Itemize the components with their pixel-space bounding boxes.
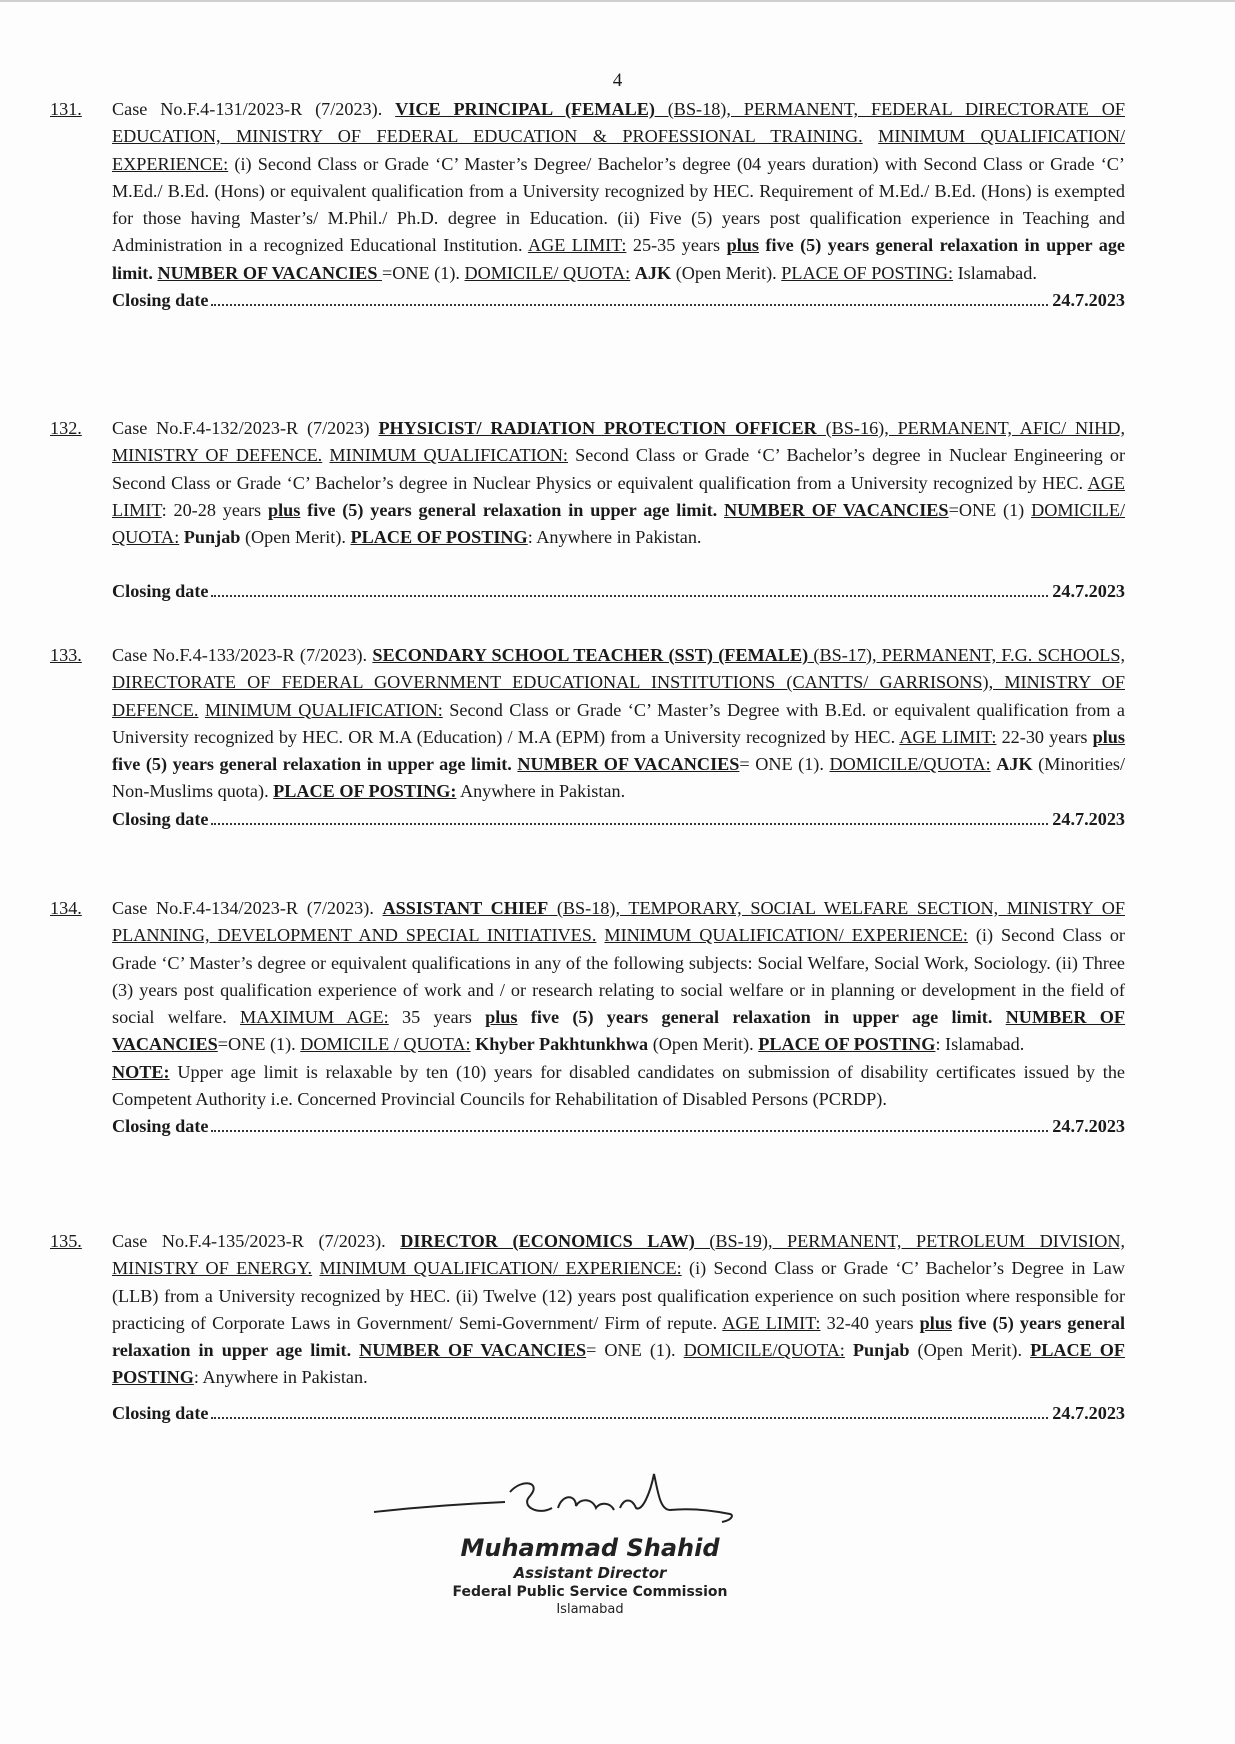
age-label: AGE LIMIT:	[527, 235, 627, 256]
closing-date-line	[112, 1400, 1125, 1427]
closing-label: Closing date	[112, 290, 209, 311]
relaxation-text: five (5) years general relaxation in upper age limit.	[300, 499, 718, 520]
vacancies-text: = ONE (1).	[739, 754, 824, 775]
relaxation-text: five (5) years general relaxation in upper age limit.	[112, 235, 1126, 283]
place-text: : Islamabad.	[935, 1034, 1025, 1055]
entry-135	[50, 1228, 1125, 1427]
post-details: (BS-18), PERMANENT, FEDERAL DIRECTORATE OF EDUCATION, MINISTRY OF FEDERAL EDUCATION & PROFESSIONAL TRAINING.	[112, 99, 1126, 147]
post-title: ASSISTANT CHIEF	[382, 898, 549, 918]
place-label: PLACE OF POSTING	[112, 1340, 1126, 1388]
domicile-text: (Open Merit).	[671, 262, 777, 283]
post-details: (BS-17), PERMANENT, F.G. SCHOOLS, DIRECTORATE OF FEDERAL GOVERNMENT EDUCATIONAL INSTITUTIONS (CANTTS/ GARRISONS), MINISTRY OF DEFENCE.	[112, 645, 1125, 720]
place-text: : Anywhere in Pakistan.	[527, 527, 702, 548]
qualification-label: MINIMUM QUALIFICATION:	[329, 445, 568, 466]
closing-date-line	[112, 1113, 1125, 1140]
domicile-label: DOMICILE/QUOTA:	[683, 1340, 845, 1361]
entry-number: 132.	[50, 418, 82, 438]
vacancies-text: =ONE (1).	[381, 262, 460, 283]
domicile-value: Punjab	[852, 1340, 910, 1361]
qualification-text: Second Class or Grade ‘C’ Master’s Degree with B.Ed. or equivalent qualification from a University recognized by HEC. OR M.A (Education) / M.A (EPM) from a University recognized by HEC.	[112, 699, 1125, 747]
case-number: Case No.F.4-132/2023-R (7/2023)	[112, 418, 370, 438]
closing-date: 24.7.2023	[1052, 290, 1125, 311]
note-label: NOTE:	[112, 1061, 170, 1082]
place-text: Anywhere in Pakistan.	[456, 781, 626, 802]
entry-number: 133.	[50, 645, 82, 665]
closing-date: 24.7.2023	[1052, 581, 1125, 602]
qualification-label: MINIMUM QUALIFICATION/ EXPERIENCE:	[112, 126, 1126, 174]
scan-edge-line	[0, 0, 1235, 2]
note-text: Upper age limit is relaxable by ten (10) years for disabled candidates on submission of disability certificates issued by the Competent Authority i.e. Concerned Provincial Councils for Rehabilitation of Disabled Persons (PCRDP).	[112, 1061, 1125, 1110]
age-text: 22-30 years	[996, 726, 1093, 747]
vacancies-label: NUMBER OF VACANCIES	[157, 262, 382, 283]
age-label: MAXIMUM AGE:	[240, 1007, 389, 1028]
closing-date: 24.7.2023	[1052, 1116, 1125, 1137]
place-text: : Anywhere in Pakistan.	[193, 1367, 368, 1388]
age-label: AGE LIMIT	[112, 472, 1125, 520]
qualification-text: (i) Second Class or Grade ‘C’ Master’s Degree/ Bachelor’s degree (04 years duration) with Second Class or Grade ‘C’ M.Ed./ B.Ed. (Hons) or equivalent qualification from a University recognized by HEC. Requirement of M.Ed./ B.Ed. (Hons) is exempted for those having Master’s/ M.Phil./ Ph.D. degree in Education. (ii) Five (5) years post qualification experience in Teaching and Administration in a recognized Educational Institution.	[112, 153, 1125, 256]
signatory-organization: Federal Public Service Commission	[452, 1584, 728, 1600]
post-title: DIRECTOR (ECONOMICS LAW)	[400, 1231, 695, 1251]
case-number: Case No.F.4-134/2023-R (7/2023).	[112, 898, 374, 918]
entry-132	[50, 415, 1125, 606]
closing-date-line	[112, 578, 1125, 605]
case-number: Case No.F.4-135/2023-R (7/2023).	[112, 1231, 386, 1251]
entry-body	[112, 1228, 1125, 1392]
handwritten-signature	[370, 1468, 790, 1538]
place-label: PLACE OF POSTING:	[273, 781, 457, 802]
entry-body	[112, 642, 1125, 806]
qualification-label: MINIMUM QUALIFICATION/ EXPERIENCE:	[319, 1258, 682, 1279]
age-text: : 20-28 years	[161, 499, 268, 520]
post-title: PHYSICIST/ RADIATION PROTECTION OFFICER	[378, 418, 817, 438]
age-label: AGE LIMIT:	[899, 726, 997, 747]
vacancies-label: NUMBER OF VACANCIES	[517, 754, 740, 775]
place-label: PLACE OF POSTING:	[781, 262, 954, 283]
signatory-title: Assistant Director	[513, 1564, 667, 1582]
closing-label: Closing date	[112, 581, 209, 602]
post-details: (BS-16), PERMANENT, AFIC/ NIHD, MINISTRY OF DEFENCE.	[112, 418, 1126, 466]
post-title: VICE PRINCIPAL (FEMALE)	[395, 99, 655, 119]
relaxation-text: five (5) years general relaxation in upper age limit.	[517, 1007, 993, 1028]
closing-date: 24.7.2023	[1052, 1402, 1125, 1423]
post-title: SECONDARY SCHOOL TEACHER (SST) (FEMALE)	[372, 645, 809, 665]
age-text: 25-35 years	[626, 235, 727, 256]
official-stamp	[440, 1534, 740, 1617]
entry-number: 131.	[50, 99, 82, 119]
place-label: PLACE OF POSTING	[350, 527, 528, 548]
vacancies-text: =ONE (1)	[948, 499, 1025, 520]
entry-body	[112, 415, 1125, 551]
entry-number: 135.	[50, 1231, 82, 1251]
post-details: (BS-19), PERMANENT, PETROLEUM DIVISION, MINISTRY OF ENERGY.	[112, 1231, 1126, 1279]
qualification-text: (i) Second Class or Grade ‘C’ Master’s degree or equivalent qualifications in any of the following subjects: Social Welfare, Social Work, Sociology. (ii) Three (3) years post qualification experience of work and / or research relating to social welfare or in planning or development in the field of social welfare.	[112, 925, 1125, 1028]
vacancies-label: NUMBER OF VACANCIES	[724, 499, 949, 520]
signatory-city: Islamabad	[556, 1602, 624, 1617]
plus-word: plus	[919, 1312, 953, 1333]
entry-133	[50, 642, 1125, 833]
plus-word: plus	[1092, 726, 1126, 747]
domicile-label: DOMICILE / QUOTA:	[300, 1034, 471, 1055]
case-number: Case No.F.4-131/2023-R (7/2023).	[112, 99, 383, 119]
note-paragraph	[112, 1059, 1125, 1114]
post-details: (BS-18), TEMPORARY, SOCIAL WELFARE SECTION, MINISTRY OF PLANNING, DEVELOPMENT AND SPECIAL INITIATIVES.	[112, 898, 1125, 946]
relaxation-text: five (5) years general relaxation in upper age limit.	[112, 1312, 1126, 1361]
closing-date-line	[112, 287, 1125, 314]
domicile-value: Khyber Pakhtunkhwa	[475, 1034, 649, 1055]
plus-word: plus	[485, 1007, 518, 1028]
age-text: 35 years	[388, 1007, 486, 1028]
age-label: AGE LIMIT:	[722, 1312, 821, 1333]
entry-number: 134.	[50, 898, 82, 918]
entry-body	[112, 96, 1125, 287]
domicile-label: DOMICILE/ QUOTA:	[464, 262, 631, 283]
relaxation-text: five (5) years general relaxation in upper age limit.	[112, 754, 512, 775]
leader-dots	[211, 595, 1049, 597]
entry-134	[50, 895, 1125, 1141]
signature-icon	[370, 1468, 790, 1538]
place-text: Islamabad.	[953, 262, 1037, 283]
domicile-text: (Open Merit).	[648, 1034, 754, 1055]
domicile-label: DOMICILE/QUOTA:	[829, 754, 991, 775]
domicile-label: DOMICILE/ QUOTA:	[112, 499, 1126, 548]
leader-dots	[211, 1130, 1049, 1132]
leader-dots	[211, 1417, 1049, 1419]
domicile-value: Punjab	[183, 527, 241, 548]
domicile-text: (Open Merit).	[909, 1340, 1023, 1361]
closing-date: 24.7.2023	[1052, 808, 1125, 829]
age-text: 32-40 years	[820, 1312, 920, 1333]
place-label: PLACE OF POSTING	[758, 1034, 936, 1055]
closing-label: Closing date	[112, 808, 209, 829]
domicile-text: (Minorities/ Non-Muslims quota).	[112, 754, 1126, 802]
qualification-text: (i) Second Class or Grade ‘C’ Bachelor’s Degree in Law (LLB) from a University recognized by HEC. (ii) Twelve (12) years post qualification experience on such position where responsible for practicing of Corporate Laws in Government/ Semi-Government/ Firm of repute.	[112, 1258, 1126, 1333]
domicile-value: AJK	[996, 754, 1033, 775]
entry-131	[50, 96, 1125, 314]
qualification-label: MINIMUM QUALIFICATION/ EXPERIENCE:	[604, 925, 968, 946]
vacancies-label: NUMBER OF VACANCIES	[359, 1340, 587, 1361]
case-number: Case No.F.4-133/2023-R (7/2023).	[112, 645, 368, 665]
plus-word: plus	[267, 499, 301, 520]
leader-dots	[211, 823, 1049, 825]
vacancies-text: =ONE (1).	[217, 1034, 296, 1055]
domicile-value: AJK	[634, 262, 672, 283]
vacancies-text: = ONE (1).	[586, 1340, 676, 1361]
entry-body	[112, 895, 1125, 1113]
qualification-text: Second Class or Grade ‘C’ Bachelor’s degree in Nuclear Engineering or Second Class or Grade ‘C’ Bachelor’s degree in Nuclear Physics or equivalent qualification from a University recognized by HEC.	[112, 445, 1126, 493]
domicile-text: (Open Merit).	[240, 527, 346, 548]
page-number: 4	[612, 70, 623, 91]
qualification-label: MINIMUM QUALIFICATION:	[204, 699, 443, 720]
leader-dots	[211, 304, 1049, 306]
closing-label: Closing date	[112, 1402, 209, 1423]
vacancies-label: NUMBER OF VACANCIES	[112, 1007, 1126, 1055]
closing-date-line	[112, 806, 1125, 833]
plus-word: plus	[726, 235, 759, 256]
signatory-name: Muhammad Shahid	[460, 1534, 720, 1562]
closing-label: Closing date	[112, 1116, 209, 1137]
